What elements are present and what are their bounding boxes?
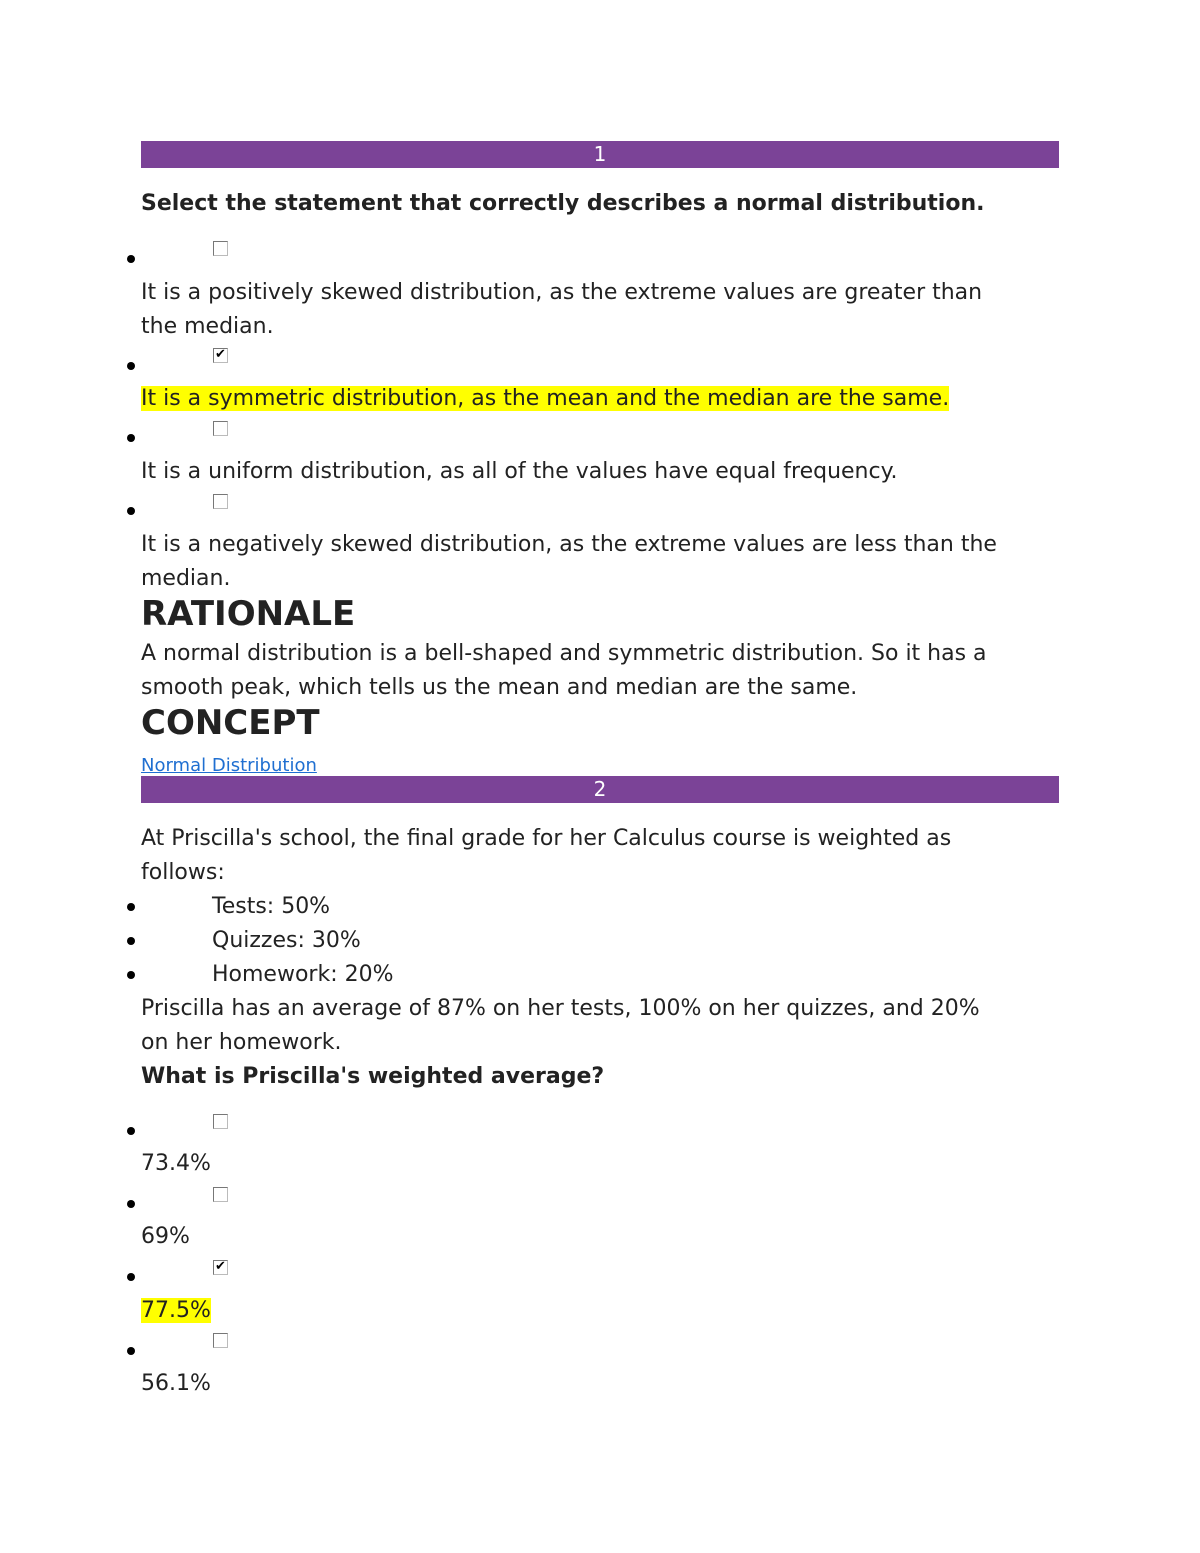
answer-checkbox[interactable] (213, 421, 228, 436)
answer-option-text: It is a uniform distribution, as all of the values have equal frequency. (141, 459, 898, 484)
weight-item: Homework: 20% (212, 962, 394, 987)
question-number-bar: 2 (141, 776, 1059, 803)
answer-option-text: median. (141, 566, 231, 591)
answer-option-text: 56.1% (141, 1371, 211, 1396)
question-intro: At Priscilla's school, the final grade for her Calculus course is weighted as (141, 826, 952, 851)
answer-option-text: 69% (141, 1224, 190, 1249)
bullet (127, 1347, 135, 1355)
answer-checkbox[interactable] (213, 241, 228, 256)
answer-option-text: 73.4% (141, 1151, 211, 1176)
bullet (127, 937, 135, 945)
question-number-bar: 1 (141, 141, 1059, 168)
question-prompt: Select the statement that correctly describes a normal distribution. (141, 191, 985, 216)
rationale-text: A normal distribution is a bell-shaped and symmetric distribution. So it has a (141, 641, 987, 666)
question-intro: follows: (141, 860, 225, 885)
bullet (127, 1273, 135, 1281)
concept-heading: CONCEPT (141, 703, 320, 743)
bullet (127, 255, 135, 263)
bullet (127, 507, 135, 515)
rationale-text: smooth peak, which tells us the mean and median are the same. (141, 675, 858, 700)
rationale-heading: RATIONALE (141, 594, 356, 634)
answer-checkbox[interactable] (213, 1114, 228, 1129)
bullet (127, 362, 135, 370)
bullet (127, 971, 135, 979)
weight-item: Tests: 50% (212, 894, 331, 919)
answer-checkbox-checked[interactable]: ✔ (213, 348, 228, 363)
answer-option-text-selected (141, 382, 949, 416)
question-prompt: What is Priscilla's weighted average? (141, 1064, 605, 1089)
highlighted-answer: It is a symmetric distribution, as the mean and the median are the same. (141, 386, 950, 411)
answer-option-text: It is a negatively skewed distribution, as the extreme values are less than the (141, 532, 997, 557)
averages-text: on her homework. (141, 1030, 342, 1055)
bullet (127, 1127, 135, 1135)
highlighted-answer: 77.5% (141, 1298, 211, 1323)
concept-link[interactable]: Normal Distribution (141, 755, 317, 776)
answer-checkbox[interactable] (213, 1187, 228, 1202)
weight-item: Quizzes: 30% (212, 928, 361, 953)
answer-option-text: It is a positively skewed distribution, as the extreme values are greater than (141, 280, 983, 305)
answer-checkbox[interactable] (213, 1333, 228, 1348)
averages-text: Priscilla has an average of 87% on her tests, 100% on her quizzes, and 20% (141, 996, 980, 1021)
answer-option-text-selected (141, 1294, 211, 1328)
answer-checkbox[interactable] (213, 494, 228, 509)
bullet (127, 903, 135, 911)
answer-option-text: the median. (141, 314, 274, 339)
bullet (127, 1200, 135, 1208)
answer-checkbox-checked[interactable]: ✔ (213, 1260, 228, 1275)
bullet (127, 434, 135, 442)
